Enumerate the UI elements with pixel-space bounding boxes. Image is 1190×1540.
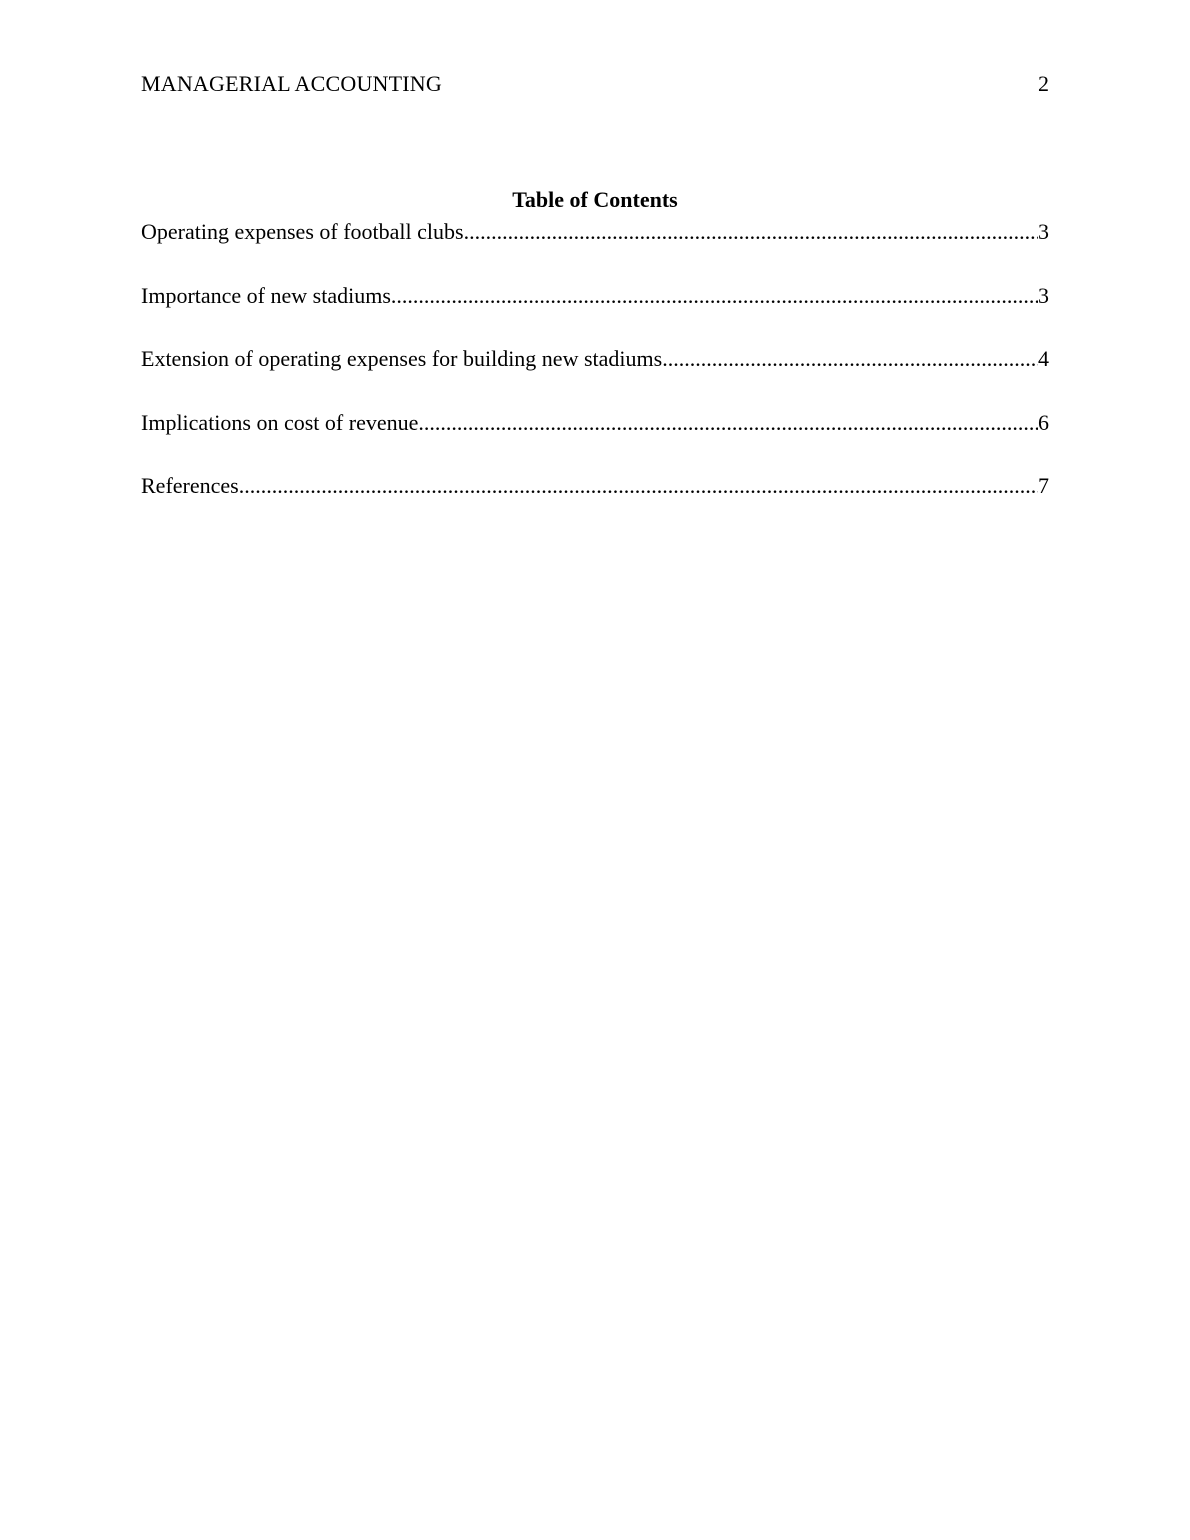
toc-entry-page[interactable]: 3: [1038, 282, 1049, 308]
toc-entry-title[interactable]: Importance of new stadiums: [141, 282, 391, 308]
toc-entry-title[interactable]: References: [141, 473, 239, 498]
toc-entry[interactable]: [141, 345, 1049, 373]
running-header: [141, 70, 1049, 98]
toc-entry[interactable]: [141, 409, 1049, 437]
dot-leader: [391, 282, 1038, 310]
toc-heading: Table of Contents: [512, 187, 678, 212]
toc-entry-page[interactable]: 6: [1038, 409, 1049, 435]
toc-entry-title[interactable]: Implications on cost of revenue: [141, 409, 419, 435]
table-of-contents: [141, 218, 1049, 536]
toc-entry-title[interactable]: Extension of operating expenses for building new stadiums: [141, 346, 663, 371]
toc-entry[interactable]: [141, 282, 1049, 310]
running-head-title: MANAGERIAL ACCOUNTING: [141, 71, 442, 96]
toc-entry[interactable]: [141, 472, 1049, 500]
dot-leader: [239, 472, 1038, 500]
dot-leader: [418, 409, 1038, 437]
dot-leader: [464, 218, 1038, 246]
page-number: 2: [1038, 71, 1049, 96]
toc-entry-page[interactable]: 4: [1038, 346, 1049, 371]
toc-entry-page[interactable]: 7: [1038, 473, 1049, 498]
dot-leader: [662, 345, 1038, 373]
toc-entry[interactable]: [141, 218, 1049, 246]
toc-entry-page[interactable]: 3: [1038, 219, 1049, 244]
toc-entry-title[interactable]: Operating expenses of football clubs: [141, 219, 464, 244]
